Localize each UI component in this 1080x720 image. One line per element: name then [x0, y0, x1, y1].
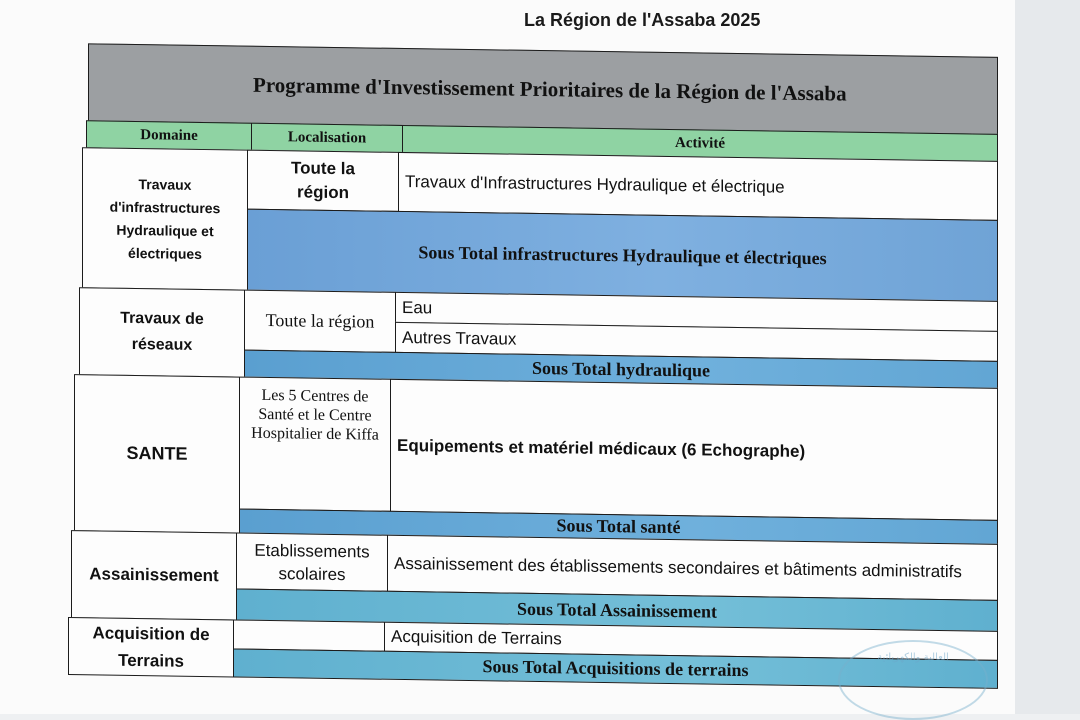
row4-domaine: Assainissement: [71, 530, 237, 620]
investment-table: [66, 43, 1006, 717]
table-title: Programme d'Investissement Prioritaires de la Région de l'Assaba: [88, 43, 998, 135]
header-activite: Activité: [402, 125, 998, 162]
row4-subtotal: Sous Total Assainissement: [236, 589, 998, 632]
row2-localisation: Toute la région: [244, 290, 396, 353]
row3-domaine: SANTE: [74, 374, 240, 533]
row2-activite-autres: Autres Travaux: [395, 322, 998, 362]
row2-subtotal: Sous Total hydraulique: [244, 350, 998, 389]
row5-subtotal: Sous Total Acquisitions de terrains: [233, 648, 998, 688]
official-stamp: العالية والكهربائية: [838, 640, 988, 720]
row2-domaine: Travaux de réseaux: [79, 287, 245, 377]
row1-activite: Travaux d'Infrastructures Hydraulique et électrique: [398, 152, 998, 221]
row3-activite: Equipements et matériel médicaux (6 Echographe): [390, 379, 998, 521]
row1-localisation: Toute la région: [247, 150, 399, 212]
row5-activite: Acquisition de Terrains: [384, 622, 998, 661]
row3-localisation: Les 5 Centres de Santé et le Centre Hospitalier de Kiffa: [239, 377, 391, 512]
header-localisation: Localisation: [251, 123, 403, 153]
row5-localisation: [233, 619, 385, 651]
row3-subtotal: Sous Total santé: [239, 509, 998, 545]
background-strip: [1015, 0, 1080, 714]
row4-localisation: Etablissements scolaires: [236, 533, 388, 592]
row5-domaine: Acquisition de Terrains: [68, 617, 234, 677]
header-domaine: Domaine: [86, 120, 252, 150]
document-title: La Région de l'Assaba 2025: [524, 10, 761, 30]
row2-activite-eau: Eau: [395, 292, 998, 332]
row1-domaine: Travaux d'infrastructures Hydraulique et électriques: [82, 147, 248, 290]
row4-activite: Assainissement des établissements secondaires et bâtiments administratifs: [387, 535, 998, 601]
row1-subtotal: Sous Total infrastructures Hydraulique et électriques: [247, 209, 998, 302]
